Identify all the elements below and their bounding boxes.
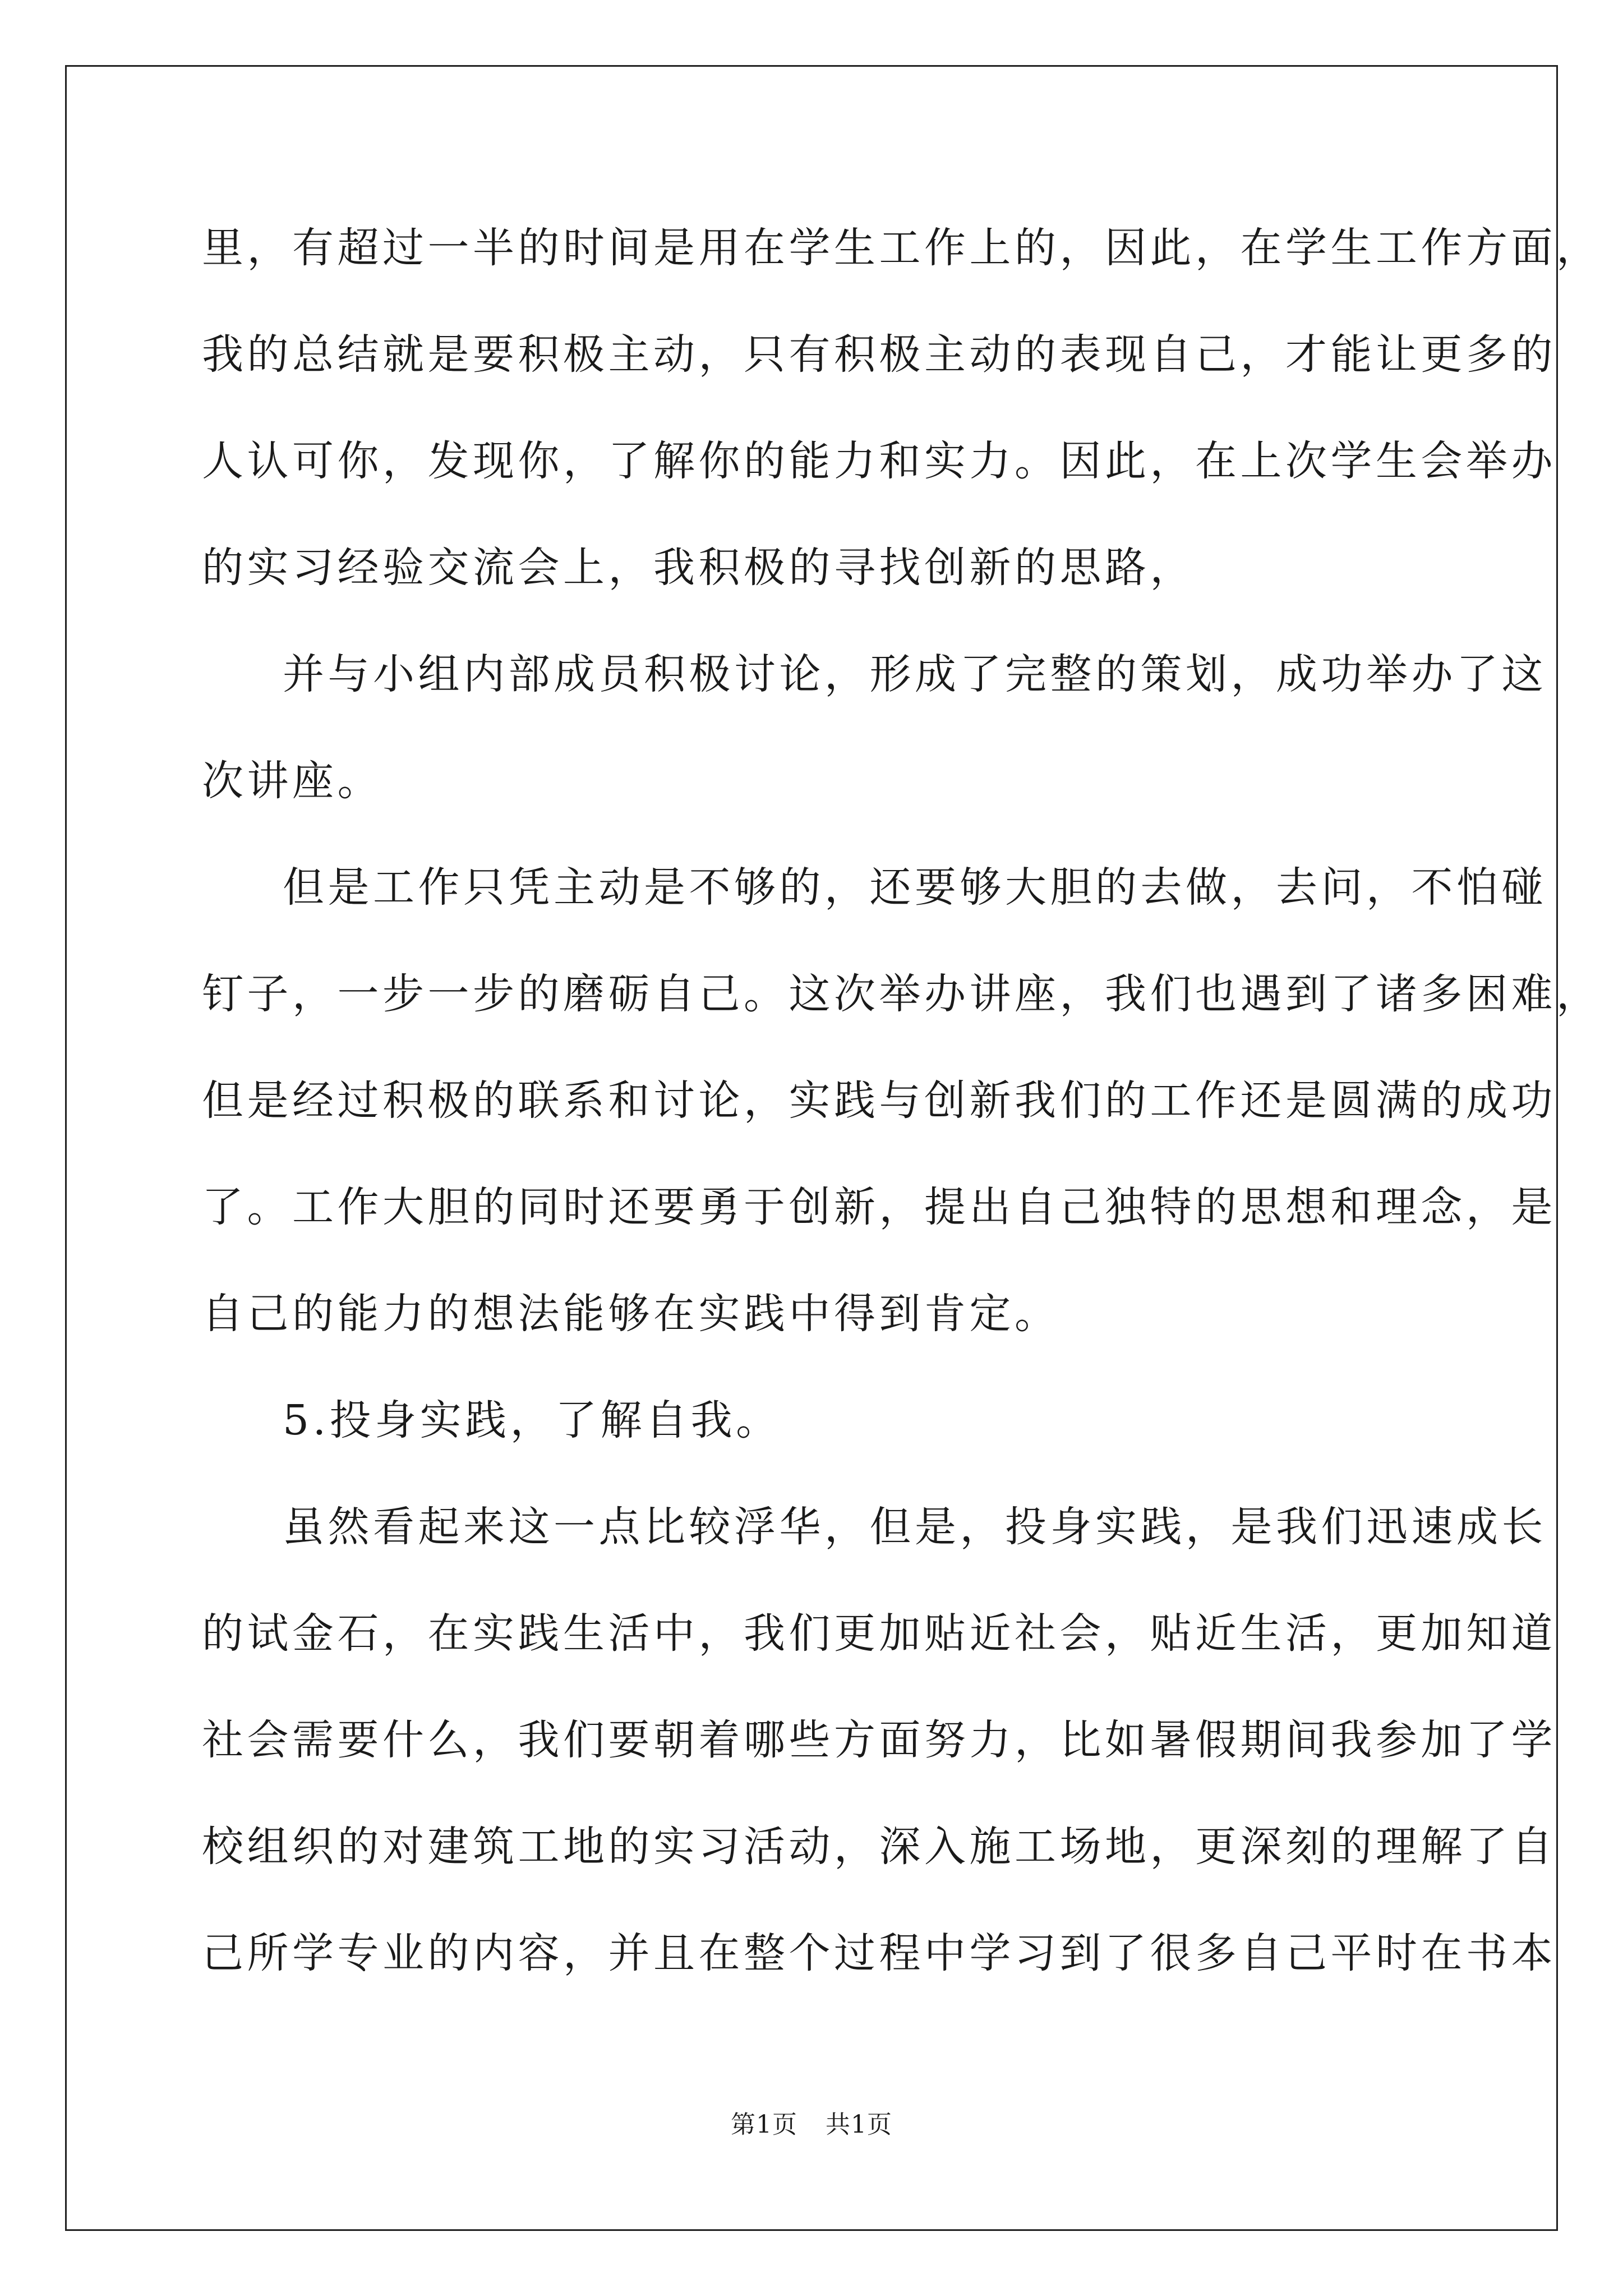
text-line: 社会需要什么，我们要朝着哪些方面努力，比如暑假期间我参加了学 xyxy=(202,1716,1556,1764)
text-line: 的试金石，在实践生活中，我们更加贴近社会，贴近生活，更加知道 xyxy=(202,1609,1556,1658)
page-number: 第1页 xyxy=(731,2110,797,2139)
text-line: 校组织的对建筑工地的实习活动，深入施工场地，更深刻的理解了自 xyxy=(202,1823,1556,1871)
text-line: 了。工作大胆的同时还要勇于创新，提出自己独特的思想和理念，是 xyxy=(202,1183,1556,1231)
text-line: 我的总结就是要积极主动，只有积极主动的表现自己，才能让更多的 xyxy=(202,330,1556,379)
text-line: 的实习经验交流会上，我积极的寻找创新的思路， xyxy=(202,544,1195,592)
text-line: 自己的能力的想法能够在实践中得到肯定。 xyxy=(202,1290,1060,1338)
text-line: 己所学专业的内容，并且在整个过程中学习到了很多自己平时在书本 xyxy=(202,1929,1556,1977)
text-line: 5.投身实践，了解自我。 xyxy=(283,1396,781,1444)
text-line: 虽然看起来这一点比较浮华，但是，投身实践，是我们迅速成长 xyxy=(283,1503,1547,1551)
text-line: 人认可你，发现你，了解你的能力和实力。因此，在上次学生会举办 xyxy=(202,437,1556,485)
text-line: 但是经过积极的联系和讨论，实践与创新我们的工作还是圆满的成功 xyxy=(202,1076,1556,1125)
text-line: 并与小组内部成员积极讨论，形成了完整的策划，成功举办了这 xyxy=(283,650,1547,698)
page-footer xyxy=(0,2108,1623,2142)
page-border xyxy=(65,65,1558,2231)
page-total: 共1页 xyxy=(826,2110,892,2139)
text-line: 次讲座。 xyxy=(202,757,382,805)
text-line: 钉子，一步一步的磨砺自己。这次举办讲座，我们也遇到了诸多困难， xyxy=(202,970,1602,1018)
text-line: 但是工作只凭主动是不够的，还要够大胆的去做，去问，不怕碰 xyxy=(283,863,1547,912)
text-line: 里，有超过一半的时间是用在学生工作上的，因此，在学生工作方面， xyxy=(202,224,1602,272)
